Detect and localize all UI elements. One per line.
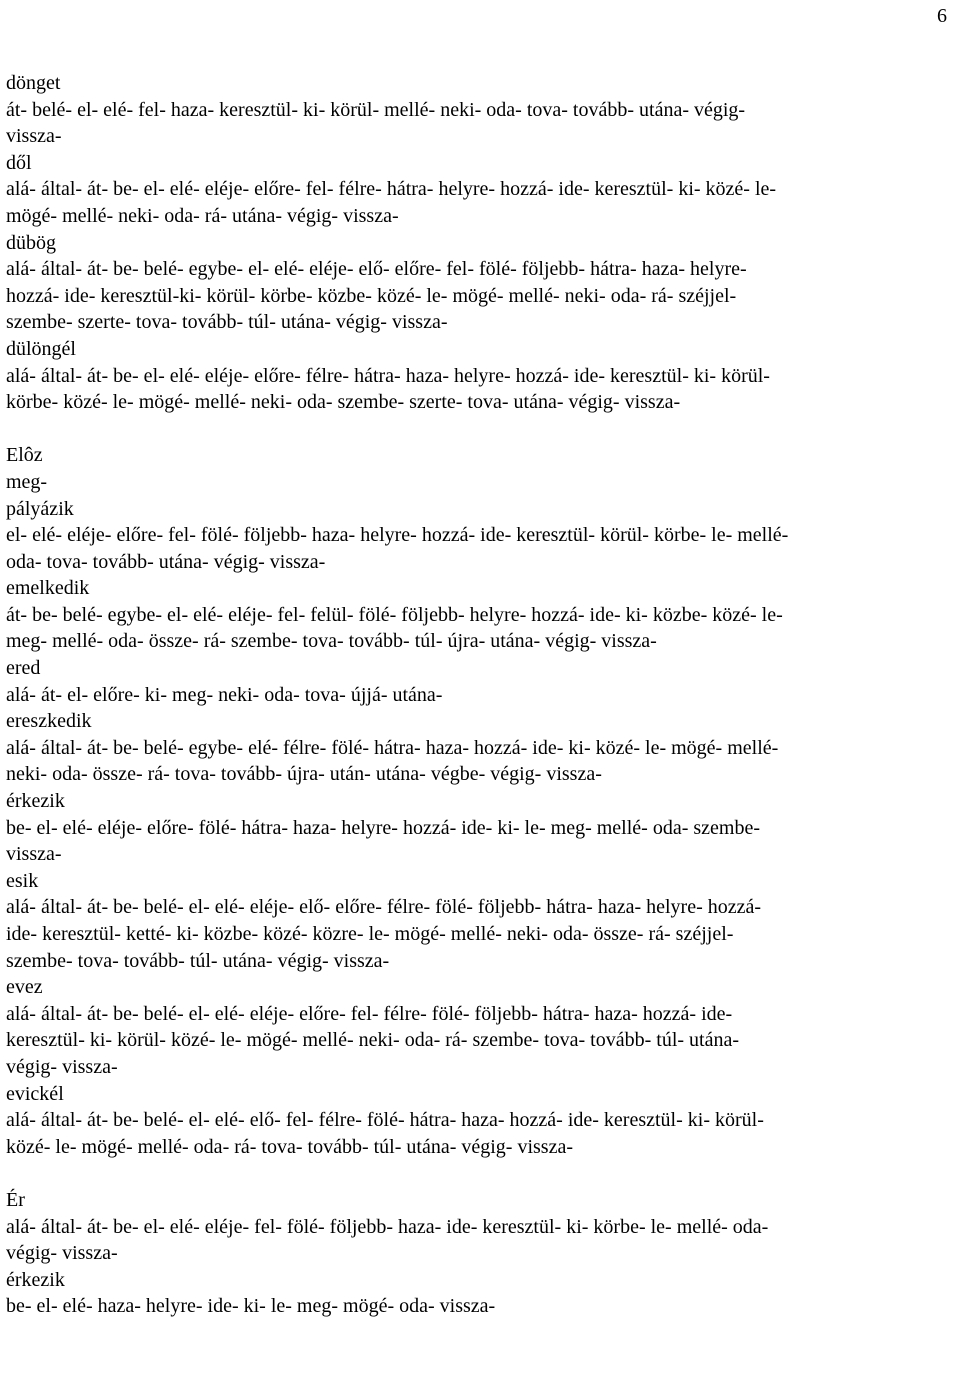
prefix-list-line: át- belé- el- elé- fel- haza- keresztül- ki- körül- mellé- neki- oda- tova- tovább- utána- végig- xyxy=(6,98,746,121)
prefix-list-line: vissza- xyxy=(6,843,62,866)
prefix-list-line: alá- által- át- be- belé- el- elé- eléje- előre- fel- félre- fölé- följebb- hátra- haza- hozzá- ide- xyxy=(6,1002,733,1025)
headword: érkezik xyxy=(6,790,65,813)
prefix-list-line: szembe- tova- tovább- túl- utána- végig- vissza- xyxy=(6,949,390,972)
headword: érkezik xyxy=(6,1268,65,1291)
prefix-list-line: közé- le- mögé- mellé- oda- rá- tova- tovább- túl- utána- végig- vissza- xyxy=(6,1135,573,1158)
prefix-list-line: körbe- közé- le- mögé- mellé- neki- oda- szembe- szerte- tova- utána- végig- vissza- xyxy=(6,391,681,414)
prefix-list-line: oda- tova- tovább- utána- végig- vissza- xyxy=(6,550,326,573)
prefix-list-line: meg- mellé- oda- össze- rá- szembe- tova- tovább- túl- újra- utána- végig- vissza- xyxy=(6,630,657,653)
prefix-list-line: alá- által- át- be- belé- el- elé- elő- fel- félre- fölé- hátra- haza- hozzá- ide- keresztül- ki- körül- xyxy=(6,1109,764,1132)
prefix-list-line: végig- vissza- xyxy=(6,1055,118,1078)
document-body xyxy=(6,70,950,1320)
prefix-list-line: hozzá- ide- keresztül-ki- körül- körbe- közbe- közé- le- mögé- mellé- neki- oda- rá- széjjel- xyxy=(6,284,737,307)
prefix-list-line: alá- által- át- be- belé- egybe- elé- félre- fölé- hátra- haza- hozzá- ide- ki- közé- le- mögé- mellé- xyxy=(6,736,779,759)
page-number: 6 xyxy=(937,5,947,27)
prefix-list-line: alá- át- el- előre- ki- meg- neki- oda- tova- újjá- utána- xyxy=(6,683,443,706)
prefix-list-line: be- el- elé- haza- helyre- ide- ki- le- meg- mögé- oda- vissza- xyxy=(6,1295,496,1318)
section-heading: Ér xyxy=(6,1188,25,1211)
headword: evickél xyxy=(6,1082,64,1105)
prefix-list-line: alá- által- át- be- el- elé- eléje- fel- fölé- följebb- haza- ide- keresztül- ki- körbe- le- mellé- oda- xyxy=(6,1215,769,1238)
prefix-list-line: neki- oda- össze- rá- tova- tovább- újra- után- utána- végbe- végig- vissza- xyxy=(6,763,602,786)
prefix-list-line: ide- keresztül- ketté- ki- közbe- közé- közre- le- mögé- mellé- neki- oda- össze- rá- széjjel- xyxy=(6,923,734,945)
prefix-list-line: szembe- szerte- tova- tovább- túl- utána- végig- vissza- xyxy=(6,311,448,334)
section-gap xyxy=(6,416,950,443)
prefix-list-line: alá- által- át- be- belé- egybe- el- elé- eléje- elő- előre- fel- fölé- följebb- hátra- haza- helyre- xyxy=(6,258,747,281)
headword: esik xyxy=(6,869,39,892)
headword: ereszkedik xyxy=(6,710,92,733)
prefix-list-line: alá- által- át- be- el- elé- eléje- előre- félre- hátra- haza- helyre- hozzá- ide- keresztül- ki- körül- xyxy=(6,364,770,387)
headword: dől xyxy=(6,151,32,174)
prefix-list-line: végig- vissza- xyxy=(6,1242,118,1265)
prefix-list-line: mögé- mellé- neki- oda- rá- utána- végig- vissza- xyxy=(6,204,399,227)
headword: ered xyxy=(6,657,41,680)
prefix-list-line: be- el- elé- eléje- előre- fölé- hátra- haza- helyre- hozzá- ide- ki- le- meg- mellé- oda- szembe- xyxy=(6,816,760,839)
headword: dülöngél xyxy=(6,337,76,360)
headword: dönget xyxy=(6,72,61,94)
prefix-list-line: alá- által- át- be- belé- el- elé- eléje- elő- előre- félre- fölé- följebb- hátra- haza- helyre- hozzá- xyxy=(6,896,762,919)
section-gap xyxy=(6,1160,950,1187)
prefix-heading: meg- xyxy=(6,470,48,493)
prefix-list-line: át- be- belé- egybe- el- elé- eléje- fel- felül- fölé- följebb- helyre- hozzá- ide- ki- közbe- közé- le- xyxy=(6,603,783,626)
headword: pályázik xyxy=(6,497,74,520)
prefix-list-line: alá- által- át- be- el- elé- eléje- előre- fel- félre- hátra- helyre- hozzá- ide- keresztül- ki- közé- le- xyxy=(6,178,777,201)
section-heading: Elôz xyxy=(6,444,43,467)
prefix-list-line: vissza- xyxy=(6,125,62,148)
headword: emelkedik xyxy=(6,577,90,600)
headword: evez xyxy=(6,976,43,999)
headword: düb​ög xyxy=(6,231,56,254)
prefix-list-line: el- elé- eléje- előre- fel- fölé- följebb- haza- helyre- hozzá- ide- keresztül- körül- körbe- le- mellé- xyxy=(6,524,789,547)
prefix-list-line: keresztül- ki- körül- közé- le- mögé- mellé- neki- oda- rá- szembe- tova- tovább- túl- utána- xyxy=(6,1029,740,1052)
